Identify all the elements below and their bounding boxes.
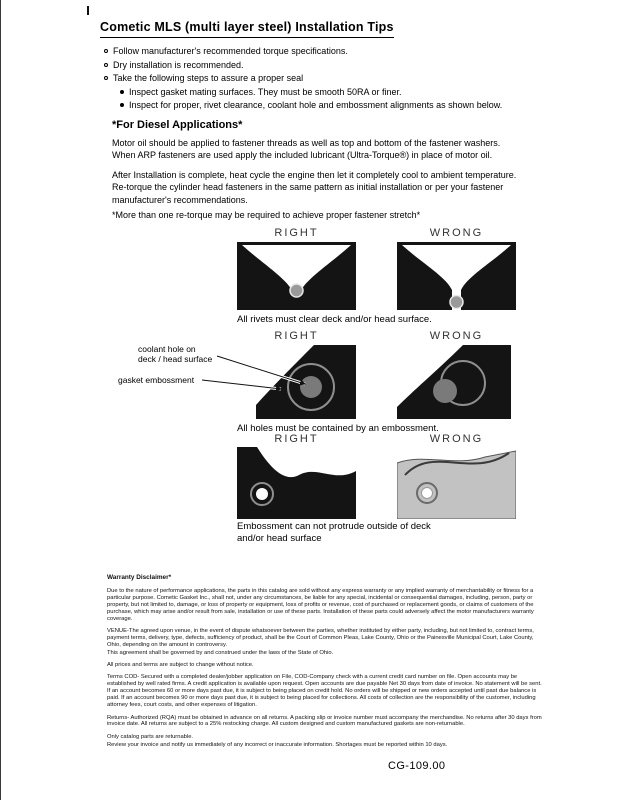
diesel-applications-heading: *For Diesel Applications* (112, 119, 243, 131)
figure-embossment-right (237, 447, 356, 519)
label-wrong-row2: WRONG (429, 330, 484, 342)
figure-holes-right (256, 345, 356, 419)
page-title: Cometic MLS (multi layer steel) Installation Tips (100, 20, 394, 38)
tip-text: Dry installation is recommended. (113, 59, 244, 70)
bolt-hole (256, 488, 268, 500)
figure-embossment-wrong (397, 447, 516, 519)
retorque-note: *More than one re-torque may be required to achieve proper fastener stretch* (112, 210, 421, 220)
disclaimer-paragraph: Returns- Authorized (RQA) must be obtained in advance on all returns. A packing slip or invoice number must accompany the merchandise. No returns after 30 days from invoice date. All returns are subject to a 25% restocking charge. All custom designed and custom manufactured gaskets are non-returnable. (107, 714, 542, 728)
tip-item (104, 46, 502, 57)
disclaimer-paragraph: All prices and terms are subject to change without notice. (107, 662, 254, 669)
tip-item (104, 73, 502, 84)
installation-tips-list (104, 46, 502, 114)
tip-item (104, 60, 502, 71)
disclaimer-paragraph: Terms COD- Secured with a completed dealer/jobber application on File, COD-Company check with a current credit card number on file. Open accounts may be established by well rated firms. A credit application is available upon request. Open accounts are due payable Net 30 days from date of invoice. No statement will be sent. If an account becomes 60 or more days past due, it is subject to being placed on credit hold. No orders will be shipped or new orders accepted until past due balance is paid. If an account becomes 90 or more days past due, it is subject to being placed for collections. All costs of collection are the responsibility of the customer, including attorney fees, court costs, and other expenses of litigation. (107, 674, 542, 709)
diesel-paragraph-1: Motor oil should be applied to fastener threads as well as top and bottom of the fastener washers. When ARP fasteners are used apply the included lubricant (Ultra-Torque®) in place of motor oil. (112, 138, 501, 161)
label-right-row1: RIGHT (274, 227, 319, 239)
caption-rivets: All rivets must clear deck and/or head surface. (237, 314, 432, 325)
coolant-hole (300, 376, 322, 398)
annotation-coolant-hole (138, 344, 212, 364)
tip-text: Take the following steps to assure a proper seal (113, 73, 304, 83)
figure-rivets-right (237, 242, 356, 310)
tip-text: Follow manufacturer's recommended torque specifications. (113, 46, 348, 56)
annotation-line: coolant hole on (138, 344, 196, 354)
rivet-icon (290, 284, 303, 297)
caption-holes: All holes must be contained by an embossment. (237, 423, 439, 434)
figure-rivets-wrong (397, 242, 516, 310)
rivet-icon (450, 296, 463, 309)
open-bullet-icon (104, 76, 108, 80)
page-number: CG-109.00 (388, 760, 446, 772)
label-right-row2: RIGHT (274, 330, 319, 342)
caption-embossment: Embossment can not protrude outside of deck and/or head surface (237, 521, 431, 544)
open-bullet-icon (104, 63, 108, 67)
disclaimer-paragraph: Only catalog parts are returnable. (107, 733, 194, 740)
disclaimer-paragraph: This agreement shall be governed by and construed under the laws of the State of Ohio. (107, 649, 334, 656)
label-wrong-row3: WRONG (429, 433, 484, 445)
disclaimer-paragraph: Review your invoice and notify us immediately of any incorrect or inaccurate information. Shortages must be reported within 10 days. (107, 741, 448, 748)
bolt-hole (422, 488, 433, 499)
disclaimer-paragraph: Due to the nature of performance applications, the parts in this catalog are sold without any express warranty or any implied warranty of merchantability or fitness for a particular purpose. Cometic Gasket Inc., shall not, under any circumstances, be liable for any special, incidental or consequential damages, including, person, party or property, but not limited to, damage, or loss of property or equipment, loss of profits or revenue, cost of purchased or replacement goods, or claims of customers of the purchase, which may arise and/or result from sale, installation or use of these parts. Installation of these parts could adversely affect the motor manufacturers warranty coverage. (107, 587, 534, 622)
sub-tip-text: Inspect for proper, rivet clearance, coolant hole and embossment alignments as shown below. (129, 100, 503, 110)
figure-holes-wrong (397, 345, 511, 419)
registration-mark (87, 6, 89, 15)
sub-tip-text: Inspect gasket mating surfaces. They must be smooth 50RA or finer. (129, 86, 402, 97)
open-bullet-icon (104, 49, 108, 53)
deck-surface (397, 451, 516, 519)
annotation-line: deck / head surface (138, 354, 213, 364)
page-edge-line (0, 0, 1, 800)
sub-tips-list (120, 87, 502, 112)
label-wrong-row1: WRONG (429, 227, 484, 239)
warranty-disclaimer (107, 575, 545, 754)
sub-tip-item (120, 100, 502, 111)
disclaimer-paragraph: VENUE-The agreed upon venue, in the event of dispute whatsoever between the parties, whether instituted by either party, including, but not limited to, contract terms, payment terms, delivery, type, defects, sufficiency of product, shall be the Court of Common Pleas, Lake County, Ohio or the Painesville Municipal Court, Lake County, Ohio, depending on the amount in controversy. (107, 627, 534, 648)
filled-bullet-icon (120, 90, 124, 94)
diesel-paragraph-2: After Installation is complete, heat cycle the engine then let it completely cool to ambient temperature. Re-torque the cylinder head fasteners in the same pattern as initial installation or per your fastener manufacturer's recommendations. (112, 170, 517, 205)
sub-tip-item (120, 87, 502, 98)
filled-bullet-icon (120, 103, 124, 107)
label-right-row3: RIGHT (274, 433, 319, 445)
annotation-gasket-embossment: gasket embossment (118, 375, 195, 385)
coolant-hole (433, 379, 457, 403)
disclaimer-heading: Warranty Disclaimer* (107, 574, 172, 581)
